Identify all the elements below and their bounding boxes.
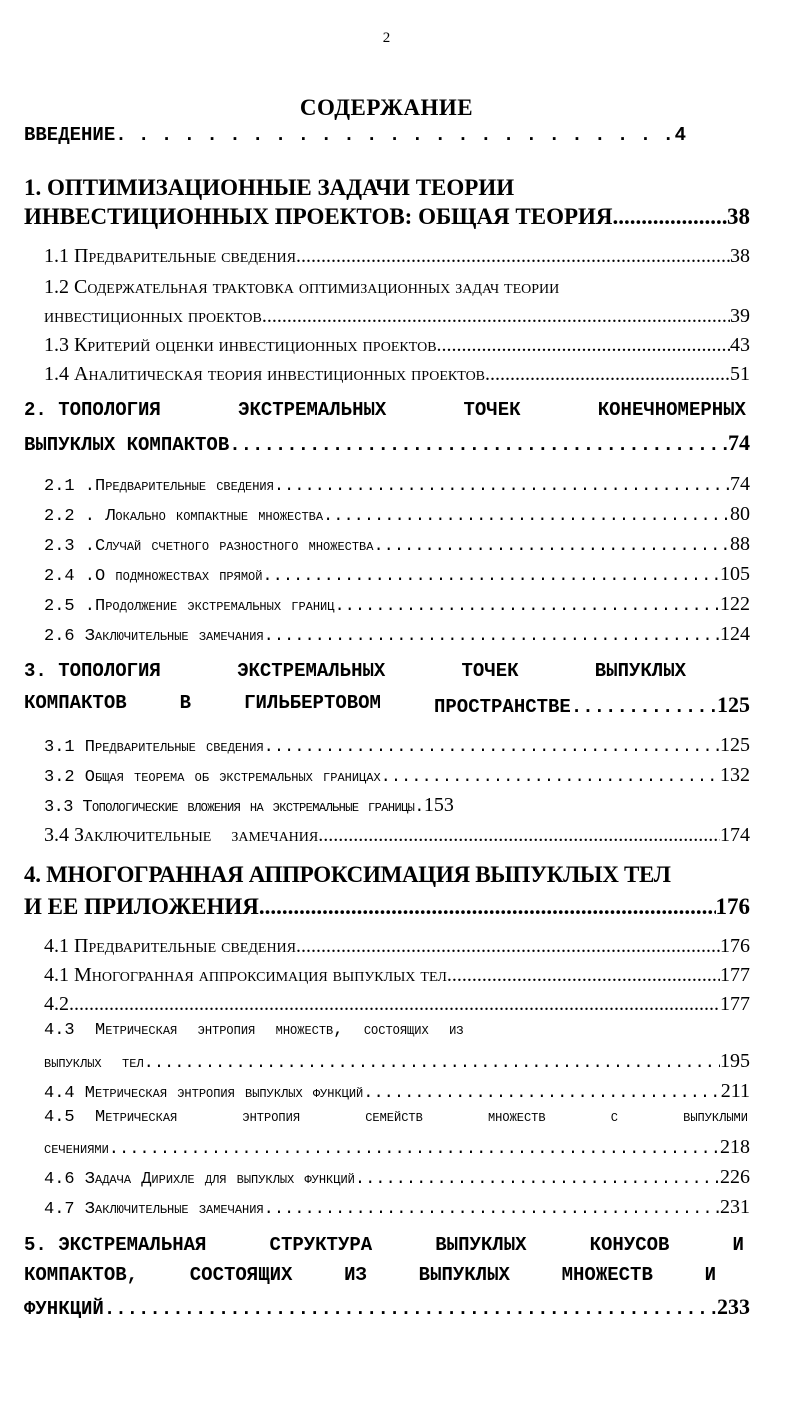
toc-entry-label: 2.6 Заключительные замечания. <box>44 627 274 646</box>
heading-word: ВЫПУКЛЫХ <box>435 1234 527 1256</box>
toc-entry-introduction <box>24 124 686 146</box>
toc-entry-2-5 <box>44 593 750 616</box>
toc-entry-label: И ЕЕ ПРИЛОЖЕНИЯ. <box>24 894 265 919</box>
toc-entry-label: 1.1 Предварительные сведения. <box>44 245 302 267</box>
toc-entry-label: 3.4 Заключительные замечания. <box>44 824 324 846</box>
toc-entry-4-6 <box>44 1166 750 1189</box>
heading-word: КОНЕЧНОМЕРНЫХ <box>597 399 746 421</box>
toc-entry-label: 1.3 Критерий оценки инвестиционных проектов <box>44 334 437 356</box>
dot-leader <box>323 824 720 847</box>
toc-page-number: 39 <box>730 305 750 327</box>
toc-entry-3-2 <box>44 764 750 787</box>
heading-word: КОМПАКТОВ <box>24 692 127 714</box>
toc-page-number: 174 <box>720 824 750 846</box>
toc-entry-label: 4.2 <box>44 993 69 1015</box>
chapter-2-heading-line2 <box>24 430 750 456</box>
entry-word: 4.5 Метрическая <box>44 1108 178 1127</box>
toc-entry-label: 3.3 Топологические вложения на экстремальные границы. <box>44 798 424 817</box>
toc-entry-label: ПРОСТРАНСТВЕ. <box>434 696 583 718</box>
dot-leader <box>301 245 730 268</box>
toc-page-number: 124 <box>720 623 750 645</box>
dot-leader <box>284 477 730 496</box>
heading-word: 3. ТОПОЛОГИЯ <box>24 660 161 682</box>
toc-page-number: 195 <box>720 1050 750 1072</box>
heading-word: ЭКСТРЕМАЛЬНЫХ <box>238 399 387 421</box>
toc-entry-label: 1.4 Аналитическая теория инвестиционных проектов <box>44 363 486 385</box>
toc-page-number: 211 <box>720 1080 750 1102</box>
toc-entry-label: ВВЕДЕНИЕ <box>24 124 116 146</box>
dot-leader <box>333 507 730 526</box>
chapter-3-heading-line2 <box>24 692 750 718</box>
toc-page-number: 51 <box>730 363 750 385</box>
heading-word: ГИЛЬБЕРТОВОМ <box>244 692 381 714</box>
dot-leader <box>273 567 720 586</box>
toc-entry-4-2 <box>44 993 750 1016</box>
toc-entry-2-4 <box>44 563 750 586</box>
toc-entry-label: 4.4 Метрическая энтропия выпуклых функций. <box>44 1084 374 1103</box>
chapter-4-heading-line1: 4. МНОГОГРАННАЯ АППРОКСИМАЦИЯ ВЫПУКЛЫХ ТЕЛ <box>24 862 671 887</box>
dot-leader <box>265 894 716 920</box>
toc-entry-4-1 <box>44 935 750 958</box>
heading-word: И <box>732 1234 744 1256</box>
toc-entry-1-2-line2 <box>44 305 750 328</box>
toc-entry-label: ВЫПУКЛЫХ КОМПАКТОВ. <box>24 434 241 456</box>
toc-entry-4-3-line2 <box>44 1050 750 1073</box>
dot-leader <box>241 434 728 456</box>
heading-word: ВЫПУКЛЫХ <box>594 660 686 682</box>
chapter-2-heading-line1 <box>24 399 746 421</box>
dot-leader <box>384 537 730 556</box>
toc-page-number: 88 <box>730 533 750 555</box>
dot-leader <box>618 204 727 230</box>
chapter-5-heading-line1 <box>24 1234 744 1256</box>
toc-entry-2-3 <box>44 533 750 556</box>
toc-entry-label: сечениями. <box>44 1140 120 1159</box>
toc-entry-1-1 <box>44 245 750 268</box>
toc-entry-label: инвестиционных проектов. <box>44 305 267 327</box>
entry-word: энтропия <box>242 1108 301 1127</box>
toc-entry-3-4 <box>44 824 750 847</box>
heading-word: МНОЖЕСТВ <box>561 1264 653 1286</box>
dot-leader <box>119 1140 720 1159</box>
dot-leader <box>365 1170 720 1189</box>
dot-leader <box>115 124 674 146</box>
dot-leader <box>154 1054 720 1073</box>
toc-page-number: 38 <box>727 204 750 229</box>
toc-entry-4-1b <box>44 964 750 987</box>
chapter-5-heading-line2 <box>24 1264 716 1286</box>
dot-leader <box>485 363 730 386</box>
heading-word: ТОЧЕК <box>463 399 521 421</box>
toc-page-number: 105 <box>720 563 750 585</box>
toc-page-number: 231 <box>720 1196 750 1218</box>
chapter-3-heading-line1 <box>24 660 686 682</box>
toc-entry-3-1 <box>44 734 750 757</box>
heading-word: 2. ТОПОЛОГИЯ <box>24 399 161 421</box>
heading-word: 5. ЭКСТРЕМАЛЬНАЯ <box>24 1234 207 1256</box>
heading-word: В <box>179 692 192 714</box>
dot-leader <box>274 1200 720 1219</box>
chapter-4-heading-line2 <box>24 894 750 920</box>
toc-entry-label: 4.7 Заключительные замечания. <box>44 1200 274 1219</box>
dot-leader <box>274 738 720 757</box>
dot-leader <box>267 305 730 328</box>
toc-page-number: 176 <box>720 935 750 957</box>
toc-page-number: 122 <box>720 593 750 615</box>
entry-word: с <box>610 1108 618 1127</box>
entry-word: семейств <box>365 1108 423 1127</box>
toc-entry-label: 2.1 .Предварительные сведения. <box>44 477 285 496</box>
toc-entry-label: 2.4 .О подмножествах прямой. <box>44 567 273 586</box>
toc-entry-3-3 <box>44 794 763 817</box>
heading-word: ТОЧЕК <box>461 660 519 682</box>
page-title: СОДЕРЖАНИЕ <box>299 95 474 120</box>
toc-entry-label: 2.5 .Продолжение экстремальных границ. <box>44 597 345 616</box>
toc-entry-2-1 <box>44 473 750 496</box>
toc-page-number: 74 <box>730 473 750 495</box>
toc-entry-label: ФУНКЦИЙ. <box>24 1298 116 1320</box>
toc-entry-label: 4.1 Многогранная аппроксимация выпуклых тел. <box>44 964 452 986</box>
toc-entry-1-3 <box>44 334 750 357</box>
chapter-5-heading-line3 <box>24 1294 750 1320</box>
toc-page-number: 218 <box>720 1136 750 1158</box>
heading-word: И <box>704 1264 716 1286</box>
toc-entry-label: выпуклых тел. <box>44 1054 154 1073</box>
toc-page-number: 74 <box>728 430 750 455</box>
dot-leader <box>301 935 720 958</box>
dot-leader <box>391 768 720 787</box>
toc-page-number: 43 <box>730 334 750 356</box>
chapter-3-last-segment <box>434 692 750 718</box>
toc-page-number: 132 <box>720 764 750 786</box>
toc-page-number: 177 <box>720 993 750 1015</box>
heading-word: ИЗ <box>344 1264 367 1286</box>
toc-page-number: 233 <box>717 1294 750 1319</box>
heading-word: СТРУКТУРА <box>269 1234 373 1256</box>
dot-leader <box>582 696 717 718</box>
toc-page-number: 125 <box>717 692 750 717</box>
toc-entry-1-4 <box>44 363 750 386</box>
heading-word: КОНУСОВ <box>589 1234 670 1256</box>
heading-word: ВЫПУКЛЫХ <box>418 1264 510 1286</box>
dot-leader <box>373 1084 720 1103</box>
chapter-1-heading-line1: 1. ОПТИМИЗАЦИОННЫЕ ЗАДАЧИ ТЕОРИИ <box>24 175 515 200</box>
entry-word: множеств <box>487 1108 546 1127</box>
toc-entry-4-4 <box>44 1080 750 1103</box>
dot-leader <box>115 1298 717 1320</box>
dot-leader <box>452 964 720 987</box>
toc-page-number: 4 <box>674 124 686 146</box>
dot-leader <box>69 993 720 1016</box>
toc-entry-2-6 <box>44 623 750 646</box>
heading-word: ЭКСТРЕМАЛЬНЫХ <box>237 660 386 682</box>
toc-page-number: 177 <box>720 964 750 986</box>
toc-entry-label: 2.3 .Случай счетного разностного множества. <box>44 537 384 556</box>
toc-page-number: 153 <box>423 794 454 816</box>
toc-entry-4-3-line1: 4.3 Метрическая энтропия множеств, состоящих из <box>44 1021 464 1040</box>
chapter-1-heading-line2 <box>24 204 750 230</box>
toc-entry-label: 4.1 Предварительные сведения. <box>44 935 302 957</box>
toc-entry-4-5-line1 <box>44 1108 748 1127</box>
toc-entry-label: 4.6 Задача Дирихле для выпуклых функций. <box>44 1170 366 1189</box>
toc-entry-2-2 <box>44 503 750 526</box>
toc-page-number: 38 <box>730 245 750 267</box>
dot-leader <box>345 597 720 616</box>
dot-leader <box>274 627 720 646</box>
toc-entry-label: 3.2 Общая теорема об экстремальных границах. <box>44 768 391 787</box>
dot-leader <box>437 334 730 357</box>
toc-page-number: 125 <box>720 734 750 756</box>
toc-page-number: 80 <box>730 503 750 525</box>
toc-entry-label: 2.2 . Локально компактные множества. <box>44 507 334 526</box>
entry-word: выпуклыми <box>683 1108 748 1127</box>
heading-word: КОМПАКТОВ, <box>24 1264 139 1286</box>
heading-word: СОСТОЯЩИХ <box>189 1264 293 1286</box>
page-number: 2 <box>382 30 391 46</box>
toc-entry-4-5-line2 <box>44 1136 750 1159</box>
toc-entry-1-2-line1: 1.2 Содержательная трактовка оптимизационных задач теории <box>44 276 560 298</box>
toc-entry-4-7 <box>44 1196 750 1219</box>
toc-page-number: 176 <box>715 894 750 919</box>
toc-entry-label: 3.1 Предварительные сведения. <box>44 738 274 757</box>
toc-page-number: 226 <box>720 1166 750 1188</box>
toc-entry-label: ИНВЕСТИЦИОННЫХ ПРОЕКТОВ: ОБЩАЯ ТЕОРИЯ. <box>24 204 619 229</box>
